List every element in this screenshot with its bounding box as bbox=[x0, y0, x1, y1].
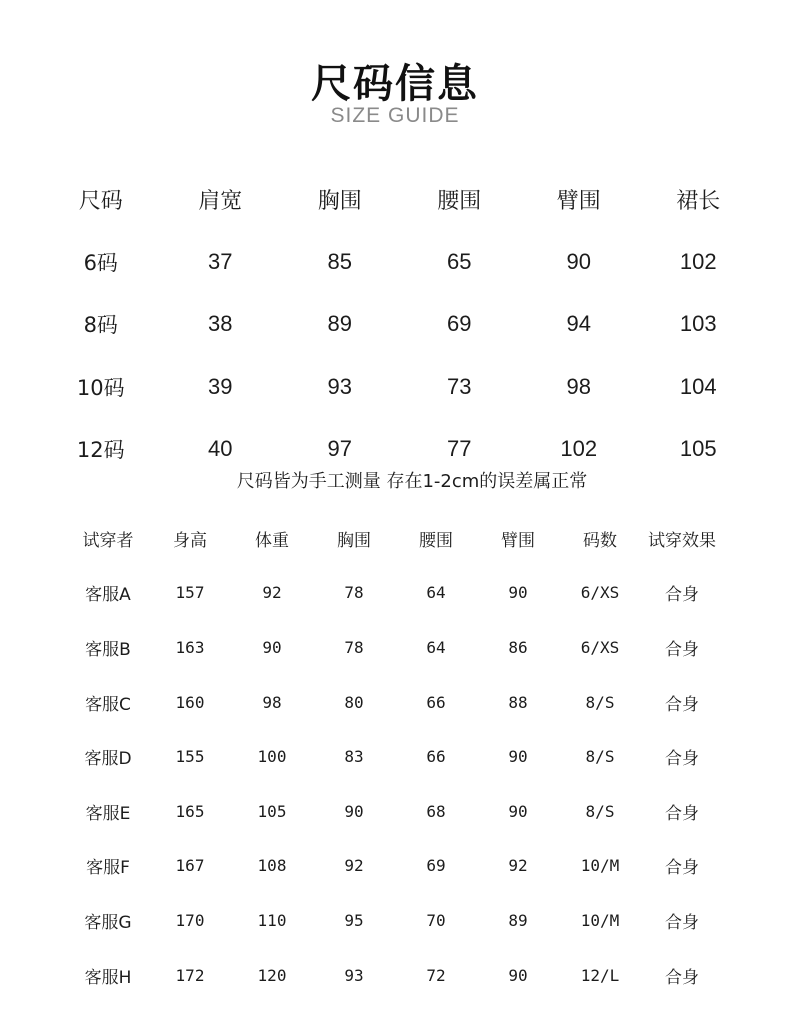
table-cell: 89 bbox=[327, 311, 352, 337]
table-row bbox=[67, 729, 723, 784]
table-cell: 69 bbox=[426, 856, 446, 876]
table-cell: 165 bbox=[175, 801, 205, 821]
table-row bbox=[67, 948, 723, 1003]
table-cell: 88 bbox=[508, 692, 528, 712]
table-cell: 103 bbox=[679, 311, 717, 337]
table-cell: 89 bbox=[508, 910, 528, 930]
table-row bbox=[41, 356, 758, 419]
table-cell: 70 bbox=[426, 910, 446, 930]
page-title: 尺码信息 bbox=[311, 61, 479, 107]
column-header: 身高 bbox=[173, 530, 207, 551]
size-chart-header-row bbox=[41, 168, 758, 231]
table-cell: 105 bbox=[257, 801, 287, 821]
table-cell: 合身 bbox=[665, 967, 699, 988]
table-cell: 6/XS bbox=[580, 637, 620, 657]
table-cell: 93 bbox=[344, 965, 364, 985]
table-cell: 8/S bbox=[585, 747, 615, 767]
table-cell: 64 bbox=[426, 637, 446, 657]
table-row bbox=[67, 839, 723, 894]
table-cell: 85 bbox=[327, 248, 352, 274]
table-row bbox=[67, 675, 723, 730]
table-cell: 83 bbox=[344, 747, 364, 767]
table-cell: 客服G bbox=[84, 912, 132, 933]
table-cell: 64 bbox=[426, 583, 446, 603]
table-cell: 90 bbox=[508, 965, 528, 985]
table-cell: 合身 bbox=[665, 694, 699, 715]
column-header: 裙长 bbox=[676, 188, 721, 214]
table-cell: 8/S bbox=[585, 692, 615, 712]
table-cell: 92 bbox=[344, 856, 364, 876]
column-header: 腰围 bbox=[419, 530, 453, 551]
page-subtitle: SIZE GUIDE bbox=[330, 104, 460, 127]
table-cell: 10/M bbox=[580, 856, 620, 876]
table-cell: 8/S bbox=[585, 801, 615, 821]
table-cell: 客服B bbox=[85, 639, 131, 660]
table-row bbox=[67, 620, 723, 675]
table-cell: 157 bbox=[175, 583, 205, 603]
table-cell: 72 bbox=[426, 965, 446, 985]
table-cell: 98 bbox=[566, 373, 591, 399]
column-header: 肩宽 bbox=[198, 188, 243, 214]
table-cell: 80 bbox=[344, 692, 364, 712]
table-cell: 39 bbox=[208, 373, 233, 399]
table-cell: 92 bbox=[508, 856, 528, 876]
table-cell: 120 bbox=[257, 965, 287, 985]
table-cell: 66 bbox=[426, 747, 446, 767]
column-header: 胸围 bbox=[337, 530, 371, 551]
table-cell: 90 bbox=[262, 637, 282, 657]
table-cell: 8码 bbox=[83, 313, 118, 338]
column-header: 试穿者 bbox=[82, 530, 134, 551]
column-header: 臂围 bbox=[501, 530, 535, 551]
fitting-header-row bbox=[67, 511, 723, 566]
size-chart-table bbox=[41, 168, 758, 481]
table-cell: 100 bbox=[257, 747, 287, 767]
table-cell: 客服F bbox=[86, 858, 130, 879]
table-cell: 68 bbox=[426, 801, 446, 821]
table-cell: 6/XS bbox=[580, 583, 620, 603]
table-cell: 102 bbox=[679, 248, 717, 274]
table-cell: 78 bbox=[344, 583, 364, 603]
table-cell: 合身 bbox=[665, 912, 699, 933]
table-cell: 172 bbox=[175, 965, 205, 985]
column-header: 试穿效果 bbox=[648, 530, 716, 551]
table-row bbox=[41, 231, 758, 294]
table-cell: 95 bbox=[344, 910, 364, 930]
column-header: 腰围 bbox=[437, 188, 482, 214]
column-header: 体重 bbox=[255, 530, 289, 551]
table-cell: 98 bbox=[262, 692, 282, 712]
table-cell: 86 bbox=[508, 637, 528, 657]
table-cell: 69 bbox=[447, 311, 472, 337]
table-row bbox=[67, 893, 723, 948]
table-cell: 合身 bbox=[665, 858, 699, 879]
table-cell: 合身 bbox=[665, 639, 699, 660]
table-cell: 66 bbox=[426, 692, 446, 712]
table-row bbox=[67, 566, 723, 621]
table-cell: 102 bbox=[560, 436, 598, 462]
table-cell: 108 bbox=[257, 856, 287, 876]
table-cell: 77 bbox=[447, 436, 472, 462]
table-cell: 90 bbox=[344, 801, 364, 821]
table-cell: 90 bbox=[508, 747, 528, 767]
table-row bbox=[67, 784, 723, 839]
table-cell: 10码 bbox=[76, 375, 125, 400]
table-row bbox=[41, 293, 758, 356]
table-cell: 104 bbox=[679, 373, 717, 399]
column-header: 码数 bbox=[583, 530, 617, 551]
table-cell: 110 bbox=[257, 910, 287, 930]
table-cell: 客服H bbox=[84, 967, 132, 988]
table-cell: 客服D bbox=[84, 749, 132, 770]
table-cell: 40 bbox=[208, 436, 233, 462]
table-cell: 170 bbox=[175, 910, 205, 930]
column-header: 臂围 bbox=[556, 188, 601, 214]
table-cell: 合身 bbox=[665, 749, 699, 770]
table-cell: 163 bbox=[175, 637, 205, 657]
column-header: 尺码 bbox=[78, 188, 123, 214]
table-cell: 92 bbox=[262, 583, 282, 603]
table-cell: 90 bbox=[508, 583, 528, 603]
column-header: 胸围 bbox=[317, 188, 362, 214]
table-cell: 78 bbox=[344, 637, 364, 657]
table-cell: 12码 bbox=[76, 438, 125, 463]
table-cell: 12/L bbox=[580, 965, 620, 985]
table-cell: 160 bbox=[175, 692, 205, 712]
table-cell: 105 bbox=[679, 436, 717, 462]
table-cell: 合身 bbox=[665, 803, 699, 824]
table-cell: 6码 bbox=[83, 250, 118, 275]
table-cell: 167 bbox=[175, 856, 205, 876]
table-cell: 客服C bbox=[85, 694, 131, 715]
table-cell: 73 bbox=[447, 373, 472, 399]
table-cell: 合身 bbox=[665, 585, 699, 606]
measurement-note: 尺码皆为手工测量 存在1-2cm的误差属正常 bbox=[236, 471, 588, 492]
fitting-table bbox=[67, 511, 723, 1002]
table-cell: 10/M bbox=[580, 910, 620, 930]
table-cell: 65 bbox=[447, 248, 472, 274]
table-cell: 90 bbox=[566, 248, 591, 274]
table-cell: 90 bbox=[508, 801, 528, 821]
table-cell: 38 bbox=[208, 311, 233, 337]
table-cell: 客服E bbox=[85, 803, 131, 824]
table-cell: 94 bbox=[566, 311, 591, 337]
table-cell: 93 bbox=[327, 373, 352, 399]
table-cell: 97 bbox=[327, 436, 352, 462]
table-cell: 155 bbox=[175, 747, 205, 767]
table-cell: 37 bbox=[208, 248, 233, 274]
table-cell: 客服A bbox=[85, 585, 131, 606]
